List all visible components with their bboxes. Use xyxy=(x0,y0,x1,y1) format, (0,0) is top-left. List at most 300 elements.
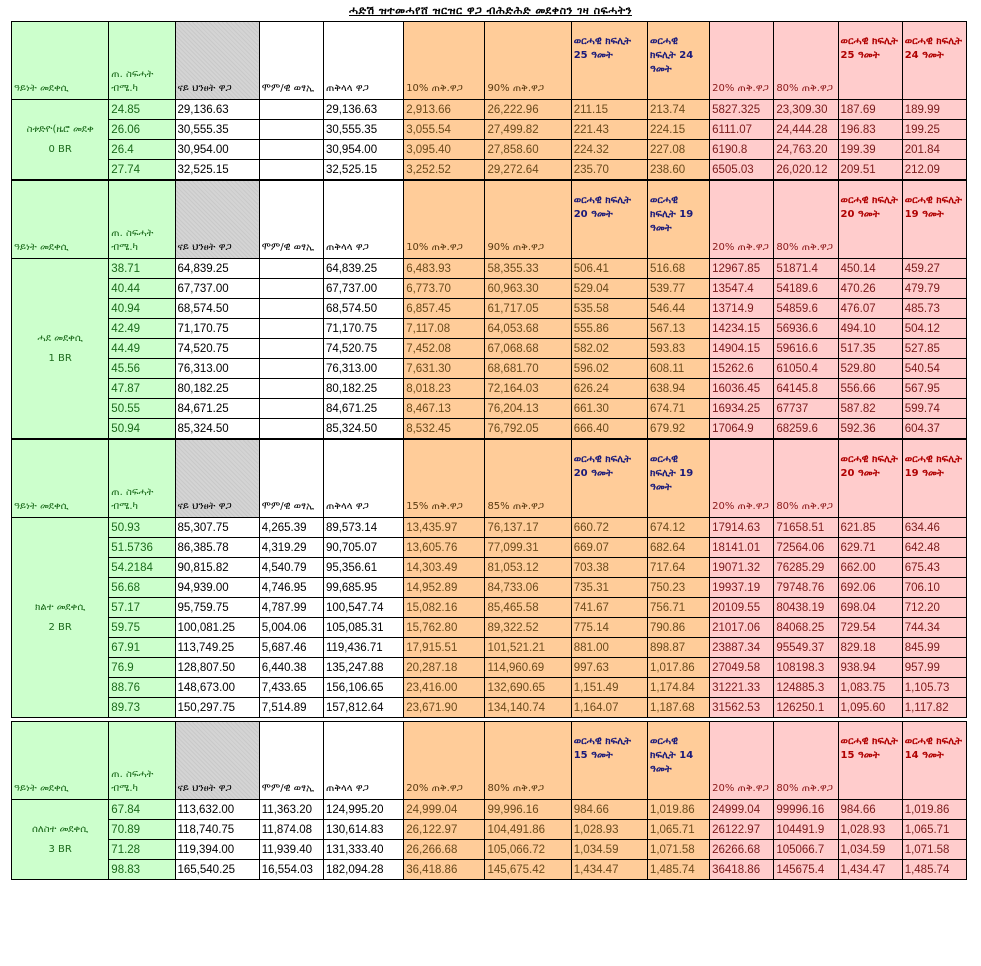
table-cell: 26266.68 xyxy=(710,840,774,860)
table-cell: 105,085.31 xyxy=(323,618,403,638)
table-cell: 698.04 xyxy=(838,598,902,618)
column-header: ጠቅላላ ዋጋ xyxy=(323,22,403,100)
table-cell: 642.48 xyxy=(902,538,966,558)
table-cell: 124,995.20 xyxy=(323,800,403,820)
table-cell: 662.00 xyxy=(838,558,902,578)
table-cell: 679.92 xyxy=(647,419,709,439)
table-cell: 57.17 xyxy=(109,598,175,618)
column-header: ወርሓዊ ክፍሊት 24 ዓመት xyxy=(647,22,709,100)
table-cell: 119,436.71 xyxy=(323,638,403,658)
table-cell: 692.06 xyxy=(838,578,902,598)
table-cell: 227.08 xyxy=(647,140,709,160)
table-cell: 64,053.68 xyxy=(485,319,571,339)
table-cell: 26,122.97 xyxy=(404,820,485,840)
table-cell: 24.85 xyxy=(109,100,175,120)
table-cell: 1,028.93 xyxy=(838,820,902,840)
table-cell: 6,857.45 xyxy=(404,299,485,319)
table-cell: 212.09 xyxy=(902,160,966,180)
table-cell: 6,483.93 xyxy=(404,259,485,279)
table-cell: 68,681.70 xyxy=(485,359,571,379)
table-cell: 157,812.64 xyxy=(323,698,403,718)
table-cell: 13547.4 xyxy=(710,279,774,299)
table-cell xyxy=(259,120,323,140)
table-cell: 67.84 xyxy=(109,800,175,820)
table-cell: 881.00 xyxy=(571,638,647,658)
table-cell: 74,520.75 xyxy=(175,339,259,359)
table-cell: 76,313.00 xyxy=(323,359,403,379)
table-cell: 54189.6 xyxy=(774,279,838,299)
table-cell: 98.83 xyxy=(109,860,175,880)
table-cell: 4,319.29 xyxy=(259,538,323,558)
table-row xyxy=(12,359,967,379)
table-cell: 567.95 xyxy=(902,379,966,399)
table-cell: 608.11 xyxy=(647,359,709,379)
table-cell: 6111.07 xyxy=(710,120,774,140)
table-row xyxy=(12,319,967,339)
table-cell: 27.74 xyxy=(109,160,175,180)
table-cell: 17914.63 xyxy=(710,518,774,538)
table-cell: 7,452.08 xyxy=(404,339,485,359)
table-cell: 735.31 xyxy=(571,578,647,598)
table-cell: 527.85 xyxy=(902,339,966,359)
table-cell: 71,170.75 xyxy=(323,319,403,339)
table-cell: 6505.03 xyxy=(710,160,774,180)
table-row xyxy=(12,379,967,399)
table-cell: 80438.19 xyxy=(774,598,838,618)
table-cell: 50.55 xyxy=(109,399,175,419)
table-cell: 95549.37 xyxy=(774,638,838,658)
column-header: ወርሓዊ ክፍሊት 14 ዓመት xyxy=(647,722,709,800)
table-cell: 26,222.96 xyxy=(485,100,571,120)
table-cell: 8,532.45 xyxy=(404,419,485,439)
table-cell: 81,053.12 xyxy=(485,558,571,578)
table-row xyxy=(12,299,967,319)
table-cell: 114,960.69 xyxy=(485,658,571,678)
table-cell: 599.74 xyxy=(902,399,966,419)
table-cell: 16,554.03 xyxy=(259,860,323,880)
table-cell: 1,174.84 xyxy=(647,678,709,698)
table-cell: 539.77 xyxy=(647,279,709,299)
table-cell: 1,083.75 xyxy=(838,678,902,698)
table-cell: 4,787.99 xyxy=(259,598,323,618)
table-cell: 150,297.75 xyxy=(175,698,259,718)
table-cell: 596.02 xyxy=(571,359,647,379)
table-cell: 1,071.58 xyxy=(647,840,709,860)
table-cell xyxy=(259,279,323,299)
room-type-label xyxy=(12,518,109,718)
table-cell: 3,095.40 xyxy=(404,140,485,160)
column-header: ጠቅላላ ዋጋ xyxy=(323,440,403,518)
table-cell: 64,839.25 xyxy=(175,259,259,279)
table-cell: 2,913.66 xyxy=(404,100,485,120)
table-cell: 494.10 xyxy=(838,319,902,339)
table-cell: 729.54 xyxy=(838,618,902,638)
table-cell: 17,915.51 xyxy=(404,638,485,658)
table-cell: 105066.7 xyxy=(774,840,838,860)
table-cell: 1,028.93 xyxy=(571,820,647,840)
table-cell: 674.12 xyxy=(647,518,709,538)
table-cell: 74,520.75 xyxy=(323,339,403,359)
table-cell: 40.94 xyxy=(109,299,175,319)
table-cell: 567.13 xyxy=(647,319,709,339)
table-cell: 31562.53 xyxy=(710,698,774,718)
table-cell xyxy=(259,359,323,379)
table-cell: 23887.34 xyxy=(710,638,774,658)
table-cell: 1,071.58 xyxy=(902,840,966,860)
table-cell: 94,939.00 xyxy=(175,578,259,598)
table-cell: 67,068.68 xyxy=(485,339,571,359)
table-cell: 1,065.71 xyxy=(647,820,709,840)
table-cell xyxy=(259,140,323,160)
table-cell: 27049.58 xyxy=(710,658,774,678)
table-cell: 84,733.06 xyxy=(485,578,571,598)
column-header: ወርሓዊ ክፍሊት 24 ዓመት xyxy=(902,22,966,100)
table-cell: 476.07 xyxy=(838,299,902,319)
table-cell: 100,547.74 xyxy=(323,598,403,618)
table-cell: 40.44 xyxy=(109,279,175,299)
price-sheet xyxy=(11,21,968,876)
table-cell: 1,151.49 xyxy=(571,678,647,698)
column-header: 85% ጠቅ.ዋጋ xyxy=(485,440,571,518)
column-header: ዓይነት መደቀሲ xyxy=(12,22,109,100)
table-cell: 14904.15 xyxy=(710,339,774,359)
table-cell: 4,265.39 xyxy=(259,518,323,538)
table-cell: 76285.29 xyxy=(774,558,838,578)
table-cell: 750.23 xyxy=(647,578,709,598)
table-cell: 36418.86 xyxy=(710,860,774,880)
table-cell xyxy=(259,299,323,319)
table-cell: 187.69 xyxy=(838,100,902,120)
table-cell: 11,874.08 xyxy=(259,820,323,840)
table-cell: 479.79 xyxy=(902,279,966,299)
table-cell: 845.99 xyxy=(902,638,966,658)
table-cell: 59616.6 xyxy=(774,339,838,359)
table-cell: 1,187.68 xyxy=(647,698,709,718)
column-header: ናይ ህንፀት ዋጋ xyxy=(175,22,259,100)
column-header: ወርሓዊ ክፍሊት 19 ዓመት xyxy=(647,181,709,259)
table-cell: 12967.85 xyxy=(710,259,774,279)
table-cell: 68,574.50 xyxy=(323,299,403,319)
table-cell: 8,467.13 xyxy=(404,399,485,419)
table-cell: 99,685.95 xyxy=(323,578,403,598)
table-cell: 26122.97 xyxy=(710,820,774,840)
table-cell: 85,307.75 xyxy=(175,518,259,538)
table-cell: 26,020.12 xyxy=(774,160,838,180)
table-row xyxy=(12,518,967,538)
table-cell: 15,082.16 xyxy=(404,598,485,618)
column-header: ወርሓዊ ክፍሊት 19 ዓመት xyxy=(902,440,966,518)
table-cell: 1,017.86 xyxy=(647,658,709,678)
table-cell: 196.83 xyxy=(838,120,902,140)
table-cell: 485.73 xyxy=(902,299,966,319)
column-header: 90% ጠቅ.ዋጋ xyxy=(485,22,571,100)
table-cell: 7,514.89 xyxy=(259,698,323,718)
table-cell: 54.2184 xyxy=(109,558,175,578)
table-row xyxy=(12,120,967,140)
table-cell xyxy=(259,339,323,359)
table-cell: 104491.9 xyxy=(774,820,838,840)
table-cell: 165,540.25 xyxy=(175,860,259,880)
table-cell: 64,839.25 xyxy=(323,259,403,279)
column-header: 15% ጠቅ.ዋጋ xyxy=(404,440,485,518)
table-cell: 30,954.00 xyxy=(323,140,403,160)
table-cell: 506.41 xyxy=(571,259,647,279)
table-cell: 675.43 xyxy=(902,558,966,578)
table-cell: 669.07 xyxy=(571,538,647,558)
table-cell: 556.66 xyxy=(838,379,902,399)
table-cell: 99,996.16 xyxy=(485,800,571,820)
block-table-3 xyxy=(11,721,967,880)
table-row xyxy=(12,698,967,718)
block-table-2 xyxy=(11,439,967,718)
room-type-code: 0 BR xyxy=(48,143,72,155)
table-cell: 14234.15 xyxy=(710,319,774,339)
table-cell: 54859.6 xyxy=(774,299,838,319)
column-header: ጠ. ስፍሓት ብሜ.ካ xyxy=(109,181,175,259)
table-cell: 86,385.78 xyxy=(175,538,259,558)
table-cell: 89,573.14 xyxy=(323,518,403,538)
table-cell: 130,614.83 xyxy=(323,820,403,840)
table-cell: 5,687.46 xyxy=(259,638,323,658)
table-cell: 1,095.60 xyxy=(838,698,902,718)
table-cell: 105,066.72 xyxy=(485,840,571,860)
table-cell: 26.06 xyxy=(109,120,175,140)
table-cell: 529.04 xyxy=(571,279,647,299)
table-cell: 72,164.03 xyxy=(485,379,571,399)
table-cell: 638.94 xyxy=(647,379,709,399)
column-header: ወርሓዊ ክፍሊት 20 ዓመት xyxy=(571,440,647,518)
table-cell: 118,740.75 xyxy=(175,820,259,840)
table-cell: 1,164.07 xyxy=(571,698,647,718)
table-cell xyxy=(259,379,323,399)
column-header: 20% ጠቅ.ዋጋ xyxy=(710,440,774,518)
table-cell: 11,939.40 xyxy=(259,840,323,860)
table-cell: 45.56 xyxy=(109,359,175,379)
column-header: ወርሓዊ ክፍሊት 19 ዓመት xyxy=(647,440,709,518)
table-cell: 23,671.90 xyxy=(404,698,485,718)
header-row xyxy=(12,722,967,800)
table-cell: 199.39 xyxy=(838,140,902,160)
table-cell: 997.63 xyxy=(571,658,647,678)
table-cell: 459.27 xyxy=(902,259,966,279)
table-cell: 64145.8 xyxy=(774,379,838,399)
table-cell: 23,309.30 xyxy=(774,100,838,120)
table-cell xyxy=(259,419,323,439)
table-cell: 119,394.00 xyxy=(175,840,259,860)
table-cell: 148,673.00 xyxy=(175,678,259,698)
room-type-code: 3 BR xyxy=(48,843,72,855)
table-cell: 1,434.47 xyxy=(838,860,902,880)
table-cell: 132,690.65 xyxy=(485,678,571,698)
table-cell: 555.86 xyxy=(571,319,647,339)
table-cell: 100,081.25 xyxy=(175,618,259,638)
table-cell: 7,631.30 xyxy=(404,359,485,379)
table-cell: 67,737.00 xyxy=(323,279,403,299)
column-header: ጠ. ስፍሓት ብሜ.ካ xyxy=(109,722,175,800)
table-cell: 221.43 xyxy=(571,120,647,140)
table-cell: 32,525.15 xyxy=(175,160,259,180)
table-cell: 44.49 xyxy=(109,339,175,359)
table-cell: 59.75 xyxy=(109,618,175,638)
column-header: ሞም/ዊ ወፃኢ xyxy=(259,440,323,518)
table-row xyxy=(12,618,967,638)
table-cell: 20,287.18 xyxy=(404,658,485,678)
table-cell: 19071.32 xyxy=(710,558,774,578)
table-cell: 58,355.33 xyxy=(485,259,571,279)
table-cell xyxy=(259,259,323,279)
table-cell: 145,675.42 xyxy=(485,860,571,880)
table-cell: 756.71 xyxy=(647,598,709,618)
column-header: 10% ጠቅ.ዋጋ xyxy=(404,22,485,100)
table-cell: 1,105.73 xyxy=(902,678,966,698)
table-cell: 85,465.58 xyxy=(485,598,571,618)
table-cell: 660.72 xyxy=(571,518,647,538)
table-cell: 31221.33 xyxy=(710,678,774,698)
table-row xyxy=(12,399,967,419)
column-header: ወርሓዊ ክፍሊት 25 ዓመት xyxy=(838,22,902,100)
table-cell xyxy=(259,100,323,120)
table-cell: 145675.4 xyxy=(774,860,838,880)
column-header: 20% ጠቅ.ዋጋ xyxy=(710,722,774,800)
table-row xyxy=(12,800,967,820)
table-cell: 30,555.35 xyxy=(175,120,259,140)
table-cell: 201.84 xyxy=(902,140,966,160)
table-cell: 135,247.88 xyxy=(323,658,403,678)
table-cell: 50.94 xyxy=(109,419,175,439)
table-cell: 79748.76 xyxy=(774,578,838,598)
table-cell: 51871.4 xyxy=(774,259,838,279)
table-row xyxy=(12,860,967,880)
column-header: ሞም/ዊ ወፃኢ xyxy=(259,722,323,800)
table-cell: 89.73 xyxy=(109,698,175,718)
table-cell: 26.4 xyxy=(109,140,175,160)
table-cell: 717.64 xyxy=(647,558,709,578)
table-cell: 5827.325 xyxy=(710,100,774,120)
column-header: ወርሓዊ ክፍሊት 20 ዓመት xyxy=(571,181,647,259)
table-cell: 89,322.52 xyxy=(485,618,571,638)
table-cell: 56.68 xyxy=(109,578,175,598)
table-cell: 61,717.05 xyxy=(485,299,571,319)
table-cell: 470.26 xyxy=(838,279,902,299)
column-header: ጠቅላላ ዋጋ xyxy=(323,722,403,800)
table-cell: 90,705.07 xyxy=(323,538,403,558)
table-cell: 984.66 xyxy=(571,800,647,820)
table-cell: 209.51 xyxy=(838,160,902,180)
header-row xyxy=(12,22,967,100)
table-cell: 11,363.20 xyxy=(259,800,323,820)
table-cell: 26,266.68 xyxy=(404,840,485,860)
table-cell: 634.46 xyxy=(902,518,966,538)
table-cell xyxy=(259,160,323,180)
table-row xyxy=(12,558,967,578)
room-type-name: ክልተ መደቀሲ xyxy=(34,601,86,613)
table-cell: 90,815.82 xyxy=(175,558,259,578)
table-cell: 113,632.00 xyxy=(175,800,259,820)
table-cell: 744.34 xyxy=(902,618,966,638)
column-header: ዓይነት መደቀሲ xyxy=(12,440,109,518)
table-row xyxy=(12,658,967,678)
table-cell: 67,737.00 xyxy=(175,279,259,299)
room-type-code: 2 BR xyxy=(48,621,72,633)
table-cell: 16934.25 xyxy=(710,399,774,419)
table-cell: 504.12 xyxy=(902,319,966,339)
column-header: 80% ጠቅ.ዋጋ xyxy=(774,440,838,518)
table-row xyxy=(12,160,967,180)
table-cell: 71,170.75 xyxy=(175,319,259,339)
table-cell: 16036.45 xyxy=(710,379,774,399)
column-header: ጠ. ስፍሓት ብሜ.ካ xyxy=(109,22,175,100)
table-cell: 593.83 xyxy=(647,339,709,359)
table-cell: 30,954.00 xyxy=(175,140,259,160)
table-cell: 8,018.23 xyxy=(404,379,485,399)
table-cell: 540.54 xyxy=(902,359,966,379)
table-cell: 1,034.59 xyxy=(571,840,647,860)
table-cell: 21017.06 xyxy=(710,618,774,638)
table-cell: 76,204.13 xyxy=(485,399,571,419)
table-cell: 582.02 xyxy=(571,339,647,359)
column-header: ናይ ህንፀት ዋጋ xyxy=(175,181,259,259)
table-cell: 134,140.74 xyxy=(485,698,571,718)
table-cell: 51.5736 xyxy=(109,538,175,558)
table-cell: 76,792.05 xyxy=(485,419,571,439)
table-cell: 703.38 xyxy=(571,558,647,578)
table-cell: 24,763.20 xyxy=(774,140,838,160)
table-cell: 1,434.47 xyxy=(571,860,647,880)
room-type-label xyxy=(12,100,109,180)
column-header: 80% ጠቅ.ዋጋ xyxy=(774,181,838,259)
table-cell: 38.71 xyxy=(109,259,175,279)
table-cell xyxy=(259,399,323,419)
table-cell: 224.32 xyxy=(571,140,647,160)
table-cell: 14,952.89 xyxy=(404,578,485,598)
table-cell: 23,416.00 xyxy=(404,678,485,698)
table-cell: 95,759.75 xyxy=(175,598,259,618)
column-header: ሞም/ዊ ወፃኢ xyxy=(259,22,323,100)
table-cell: 104,491.86 xyxy=(485,820,571,840)
table-cell: 76.9 xyxy=(109,658,175,678)
table-row xyxy=(12,578,967,598)
table-cell: 67737 xyxy=(774,399,838,419)
table-cell: 13,605.76 xyxy=(404,538,485,558)
table-cell: 30,555.35 xyxy=(323,120,403,140)
table-cell: 450.14 xyxy=(838,259,902,279)
sheet-title: ሓድሽ ዝተመሓየሸ ዝርዝር ዋጋ ብሕድሕድ መደቀስን ገዛ ስፍሓትን xyxy=(349,4,632,17)
table-row xyxy=(12,840,967,860)
table-cell: 126250.1 xyxy=(774,698,838,718)
table-cell: 682.64 xyxy=(647,538,709,558)
table-cell: 95,356.61 xyxy=(323,558,403,578)
table-cell: 77,099.31 xyxy=(485,538,571,558)
room-type-name: ስቱድዮ(ዜሮ መደቀ xyxy=(26,123,94,135)
table-cell: 898.87 xyxy=(647,638,709,658)
table-cell: 124885.3 xyxy=(774,678,838,698)
table-cell: 27,858.60 xyxy=(485,140,571,160)
table-cell: 4,746.95 xyxy=(259,578,323,598)
room-type-label xyxy=(12,800,109,880)
table-cell: 19937.19 xyxy=(710,578,774,598)
table-cell: 629.71 xyxy=(838,538,902,558)
table-cell: 516.68 xyxy=(647,259,709,279)
table-cell: 128,807.50 xyxy=(175,658,259,678)
table-row xyxy=(12,259,967,279)
table-cell: 211.15 xyxy=(571,100,647,120)
table-cell: 1,117.82 xyxy=(902,698,966,718)
table-row xyxy=(12,678,967,698)
table-cell: 535.58 xyxy=(571,299,647,319)
column-header: ናይ ህንፀት ዋጋ xyxy=(175,440,259,518)
table-cell: 4,540.79 xyxy=(259,558,323,578)
table-cell: 741.67 xyxy=(571,598,647,618)
